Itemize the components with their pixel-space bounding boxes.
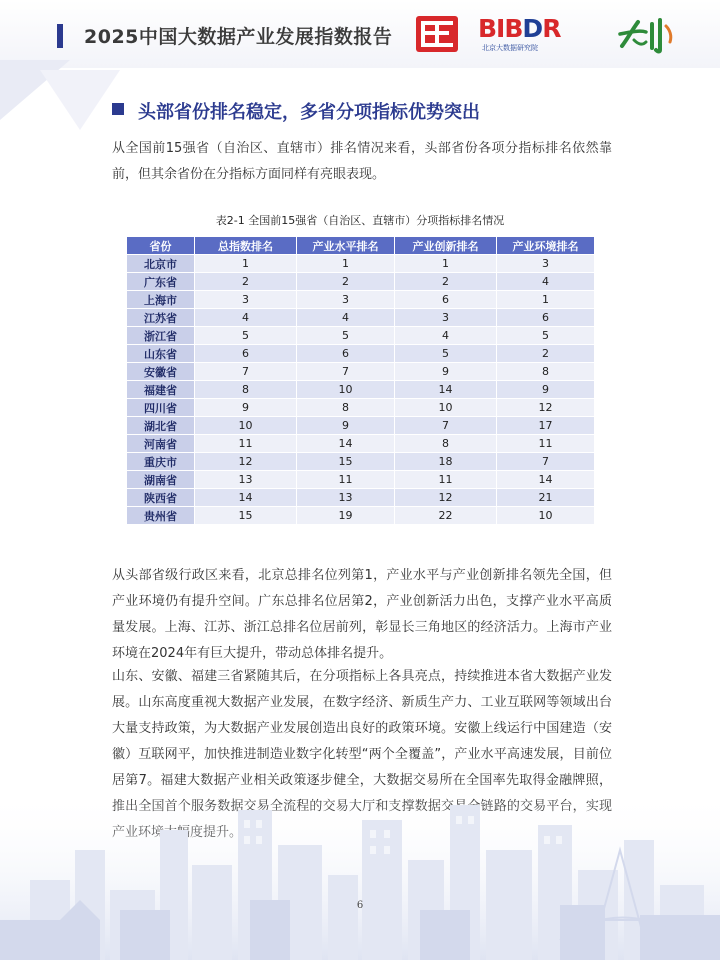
header-total-rank: 总指数排名 <box>195 237 297 255</box>
table-row <box>127 471 595 489</box>
bibdr-logo-text: BIBDR <box>478 14 561 43</box>
section-bullet <box>112 103 124 115</box>
table-row <box>127 399 595 417</box>
total-rank-cell: 7 <box>195 363 297 381</box>
innovation-cell: 4 <box>395 327 497 345</box>
bibdr-logo-subtitle: 北京大数据研究院 <box>482 44 538 52</box>
province-cell: 福建省 <box>127 381 195 399</box>
table-header-row <box>127 237 595 255</box>
ranking-table <box>126 236 595 525</box>
industry-level-cell: 1 <box>297 255 395 273</box>
innovation-cell: 9 <box>395 363 497 381</box>
total-rank-cell: 8 <box>195 381 297 399</box>
seal-logo-icon <box>414 14 460 54</box>
table-row <box>127 381 595 399</box>
innovation-cell: 3 <box>395 309 497 327</box>
decorative-triangles <box>0 60 150 140</box>
innovation-cell: 6 <box>395 291 497 309</box>
industry-level-cell: 8 <box>297 399 395 417</box>
innovation-cell: 1 <box>395 255 497 273</box>
table-caption: 表2-1 全国前15强省（自治区、直辖市）分项指标排名情况 <box>215 214 505 227</box>
table-row <box>127 435 595 453</box>
environment-cell: 17 <box>497 417 595 435</box>
innovation-cell: 7 <box>395 417 497 435</box>
industry-level-cell: 19 <box>297 507 395 525</box>
calligraphy-logo-icon <box>616 16 676 54</box>
province-cell: 北京市 <box>127 255 195 273</box>
environment-cell: 14 <box>497 471 595 489</box>
innovation-cell: 12 <box>395 489 497 507</box>
total-rank-cell: 1 <box>195 255 297 273</box>
province-cell: 山东省 <box>127 345 195 363</box>
table-row <box>127 309 595 327</box>
province-cell: 安徽省 <box>127 363 195 381</box>
intro-paragraph: 从全国前15强省（自治区、直辖市）排名情况来看，头部省份各项分指标排名依然靠前，但其余省份在分指标方面同样有亮眼表现。 <box>112 141 612 182</box>
environment-cell: 12 <box>497 399 595 417</box>
environment-cell: 8 <box>497 363 595 381</box>
total-rank-cell: 13 <box>195 471 297 489</box>
total-rank-cell: 2 <box>195 273 297 291</box>
header-industry-level-rank: 产业水平排名 <box>297 237 395 255</box>
environment-cell: 4 <box>497 273 595 291</box>
environment-cell: 5 <box>497 327 595 345</box>
city-skyline-illustration <box>0 790 720 960</box>
innovation-cell: 22 <box>395 507 497 525</box>
total-rank-cell: 11 <box>195 435 297 453</box>
environment-cell: 6 <box>497 309 595 327</box>
bibdr-logo <box>478 14 604 56</box>
industry-level-cell: 15 <box>297 453 395 471</box>
environment-cell: 11 <box>497 435 595 453</box>
industry-level-cell: 4 <box>297 309 395 327</box>
province-cell: 湖南省 <box>127 471 195 489</box>
industry-level-cell: 10 <box>297 381 395 399</box>
total-rank-cell: 15 <box>195 507 297 525</box>
province-cell: 河南省 <box>127 435 195 453</box>
table-row <box>127 345 595 363</box>
industry-level-cell: 5 <box>297 327 395 345</box>
innovation-cell: 2 <box>395 273 497 291</box>
environment-cell: 7 <box>497 453 595 471</box>
industry-level-cell: 9 <box>297 417 395 435</box>
total-rank-cell: 6 <box>195 345 297 363</box>
header-accent-bar <box>57 24 63 48</box>
province-cell: 浙江省 <box>127 327 195 345</box>
table-row <box>127 507 595 525</box>
table-row <box>127 453 595 471</box>
innovation-cell: 11 <box>395 471 497 489</box>
province-cell: 重庆市 <box>127 453 195 471</box>
province-cell: 陕西省 <box>127 489 195 507</box>
total-rank-cell: 9 <box>195 399 297 417</box>
industry-level-cell: 2 <box>297 273 395 291</box>
total-rank-cell: 5 <box>195 327 297 345</box>
header-industry-innovation-rank: 产业创新排名 <box>395 237 497 255</box>
province-cell: 上海市 <box>127 291 195 309</box>
province-cell: 四川省 <box>127 399 195 417</box>
table-row <box>127 489 595 507</box>
total-rank-cell: 14 <box>195 489 297 507</box>
environment-cell: 2 <box>497 345 595 363</box>
total-rank-cell: 12 <box>195 453 297 471</box>
header-province: 省份 <box>127 237 195 255</box>
innovation-cell: 8 <box>395 435 497 453</box>
industry-level-cell: 3 <box>297 291 395 309</box>
environment-cell: 3 <box>497 255 595 273</box>
analysis-paragraph-leaders: 从头部省级行政区来看，北京总排名位列第1，产业水平与产业创新排名领先全国，但产业环境仍有提升空间。广东总排名位居第2，产业创新活力出色，支撑产业水平高质量发展。上海、江苏、浙江总排名位居前列，彰显长三角地区的经济活力。上海市产业环境在2024年有巨大提升，带动总体排名提升。 <box>112 568 612 661</box>
table-row <box>127 327 595 345</box>
industry-level-cell: 7 <box>297 363 395 381</box>
table-row <box>127 273 595 291</box>
table-row <box>127 417 595 435</box>
environment-cell: 9 <box>497 381 595 399</box>
industry-level-cell: 14 <box>297 435 395 453</box>
table-row <box>127 363 595 381</box>
table-row <box>127 291 595 309</box>
total-rank-cell: 4 <box>195 309 297 327</box>
environment-cell: 10 <box>497 507 595 525</box>
industry-level-cell: 6 <box>297 345 395 363</box>
province-cell: 江苏省 <box>127 309 195 327</box>
total-rank-cell: 10 <box>195 417 297 435</box>
innovation-cell: 5 <box>395 345 497 363</box>
province-cell: 贵州省 <box>127 507 195 525</box>
province-cell: 广东省 <box>127 273 195 291</box>
analysis-paragraph-followers: 山东、安徽、福建三省紧随其后，在分项指标上各具亮点，持续推进本省大数据产业发展。山东高度重视大数据产业发展，在数字经济、新质生产力、工业互联网等领域出台大量支持政策，为大数据产业发展创造出良好的政策环境。安徽上线运行中国建造（安徽）互联网平，加快推进制造业数字化转型“两个全覆盖”，产业水平高速发展，目前位居第7。福建大数据产业相关政策逐步健全，大数据交易所在全国率先取得金融牌照， <box>112 669 612 788</box>
industry-level-cell: 11 <box>297 471 395 489</box>
innovation-cell: 14 <box>395 381 497 399</box>
innovation-cell: 10 <box>395 399 497 417</box>
industry-level-cell: 13 <box>297 489 395 507</box>
environment-cell: 21 <box>497 489 595 507</box>
table-row <box>127 255 595 273</box>
header-industry-environment-rank: 产业环境排名 <box>497 237 595 255</box>
environment-cell: 1 <box>497 291 595 309</box>
page-number: 6 <box>356 900 364 911</box>
innovation-cell: 18 <box>395 453 497 471</box>
total-rank-cell: 3 <box>195 291 297 309</box>
section-title: 头部省份排名稳定，多省分项指标优势突出 <box>138 102 480 123</box>
report-title: 2025中国大数据产业发展指数报告 <box>84 26 393 48</box>
province-cell: 湖北省 <box>127 417 195 435</box>
